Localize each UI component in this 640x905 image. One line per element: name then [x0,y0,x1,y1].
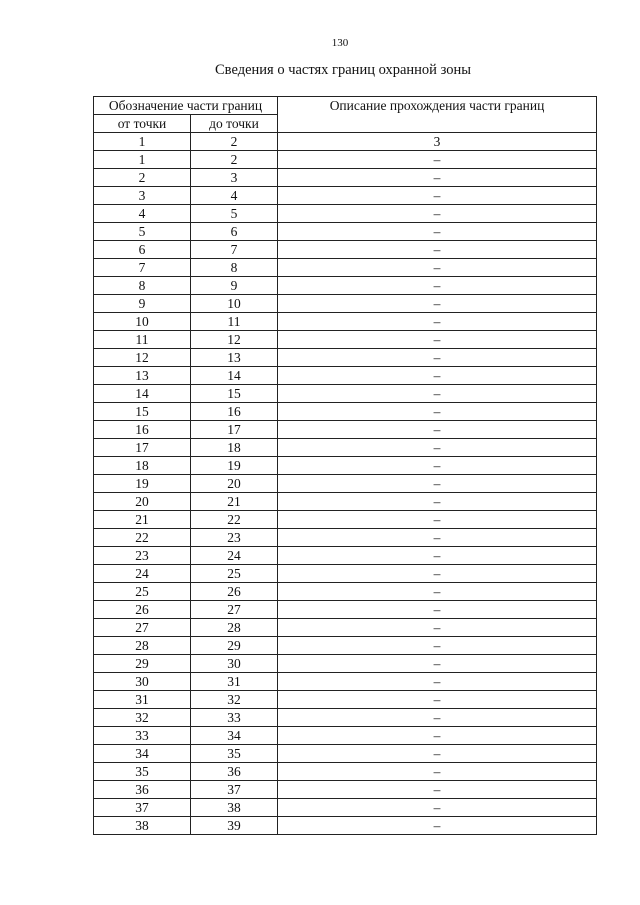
table-row [94,421,597,439]
description-cell: – [278,385,597,403]
table-row [94,637,597,655]
from-point-cell: 30 [94,673,191,691]
description-cell: – [278,349,597,367]
from-point-cell: 4 [94,205,191,223]
from-point-cell: 34 [94,745,191,763]
from-point-cell: 10 [94,313,191,331]
table-row [94,511,597,529]
table-row [94,169,597,187]
to-point-cell: 37 [191,781,278,799]
from-point-cell: 25 [94,583,191,601]
to-point-cell: 24 [191,547,278,565]
description-cell: – [278,565,597,583]
from-point-cell: 7 [94,259,191,277]
description-cell: – [278,673,597,691]
table-row [94,457,597,475]
to-point-cell: 20 [191,475,278,493]
description-cell: – [278,169,597,187]
description-header: Описание прохождения части границ [278,97,597,133]
table-row [94,619,597,637]
from-point-cell: 26 [94,601,191,619]
to-point-cell: 14 [191,367,278,385]
description-cell: – [278,367,597,385]
table-row [94,763,597,781]
description-cell: – [278,727,597,745]
description-cell: – [278,313,597,331]
from-point-cell: 9 [94,295,191,313]
table-row [94,547,597,565]
table-row [94,187,597,205]
description-cell: – [278,457,597,475]
table-row [94,529,597,547]
from-point-cell: 31 [94,691,191,709]
to-point-cell: 5 [191,205,278,223]
from-point-cell: 37 [94,799,191,817]
to-point-cell: 12 [191,331,278,349]
to-point-cell: 9 [191,277,278,295]
table-row [94,367,597,385]
from-point-cell: 16 [94,421,191,439]
description-cell: – [278,475,597,493]
table-header [94,97,597,133]
to-point-cell: 31 [191,673,278,691]
to-point-cell: 13 [191,349,278,367]
to-point-cell: 39 [191,817,278,835]
column-number-row [94,133,597,151]
table-row [94,565,597,583]
description-cell: – [278,547,597,565]
document-title: Сведения о частях границ охранной зоны [215,62,471,78]
to-point-cell: 34 [191,727,278,745]
description-cell: – [278,511,597,529]
to-point-cell: 29 [191,637,278,655]
table-row [94,205,597,223]
table-row [94,709,597,727]
table-row [94,331,597,349]
description-cell: – [278,493,597,511]
description-cell: – [278,637,597,655]
from-point-cell: 19 [94,475,191,493]
to-point-cell: 35 [191,745,278,763]
table-row [94,727,597,745]
to-point-cell: 6 [191,223,278,241]
table-row [94,583,597,601]
table-row [94,277,597,295]
to-point-cell: 27 [191,601,278,619]
description-cell: – [278,277,597,295]
description-cell: – [278,583,597,601]
from-point-cell: 2 [94,169,191,187]
table-row [94,673,597,691]
from-point-cell: 11 [94,331,191,349]
to-point-cell: 25 [191,565,278,583]
from-point-cell: 13 [94,367,191,385]
table-row [94,799,597,817]
from-point-cell: 3 [94,187,191,205]
table-row [94,403,597,421]
to-point-cell: 17 [191,421,278,439]
description-cell: – [278,745,597,763]
page-number: 130 [331,37,349,49]
to-point-cell: 22 [191,511,278,529]
description-cell: – [278,151,597,169]
from-point-cell: 6 [94,241,191,259]
from-point-cell: 15 [94,403,191,421]
to-point-cell: 33 [191,709,278,727]
column-number: 3 [278,133,597,151]
description-cell: – [278,421,597,439]
table-row [94,241,597,259]
to-point-cell: 16 [191,403,278,421]
description-cell: – [278,241,597,259]
table-row [94,259,597,277]
to-point-cell: 2 [191,151,278,169]
column-number: 1 [94,133,191,151]
to-point-cell: 11 [191,313,278,331]
to-point-cell: 36 [191,763,278,781]
to-point-cell: 32 [191,691,278,709]
to-point-cell: 4 [191,187,278,205]
description-cell: – [278,709,597,727]
description-cell: – [278,223,597,241]
from-point-cell: 29 [94,655,191,673]
from-point-cell: 33 [94,727,191,745]
from-point-cell: 35 [94,763,191,781]
from-point-header: от точки [94,115,191,133]
to-point-cell: 28 [191,619,278,637]
to-point-cell: 7 [191,241,278,259]
description-cell: – [278,439,597,457]
description-cell: – [278,619,597,637]
part-designation-header: Обозначение части границ [94,97,278,115]
description-cell: – [278,763,597,781]
table-row [94,493,597,511]
description-cell: – [278,781,597,799]
description-cell: – [278,655,597,673]
from-point-cell: 32 [94,709,191,727]
description-cell: – [278,691,597,709]
to-point-cell: 21 [191,493,278,511]
table-row [94,313,597,331]
table-row [94,295,597,313]
from-point-cell: 22 [94,529,191,547]
from-point-cell: 1 [94,151,191,169]
table-row [94,475,597,493]
description-cell: – [278,529,597,547]
from-point-cell: 20 [94,493,191,511]
from-point-cell: 8 [94,277,191,295]
to-point-cell: 26 [191,583,278,601]
to-point-cell: 8 [191,259,278,277]
description-cell: – [278,601,597,619]
boundary-parts-table [93,96,597,835]
to-point-cell: 38 [191,799,278,817]
description-cell: – [278,205,597,223]
table-row [94,151,597,169]
table-row [94,439,597,457]
table-row [94,655,597,673]
to-point-cell: 3 [191,169,278,187]
table-row [94,223,597,241]
from-point-cell: 38 [94,817,191,835]
description-cell: – [278,259,597,277]
from-point-cell: 21 [94,511,191,529]
table-row [94,817,597,835]
from-point-cell: 18 [94,457,191,475]
to-point-header: до точки [191,115,278,133]
to-point-cell: 15 [191,385,278,403]
column-number: 2 [191,133,278,151]
description-cell: – [278,403,597,421]
from-point-cell: 12 [94,349,191,367]
table-body [94,133,597,835]
to-point-cell: 30 [191,655,278,673]
to-point-cell: 18 [191,439,278,457]
from-point-cell: 27 [94,619,191,637]
description-cell: – [278,331,597,349]
description-cell: – [278,817,597,835]
to-point-cell: 10 [191,295,278,313]
description-cell: – [278,187,597,205]
from-point-cell: 23 [94,547,191,565]
from-point-cell: 17 [94,439,191,457]
table-row [94,745,597,763]
table-row [94,385,597,403]
from-point-cell: 5 [94,223,191,241]
from-point-cell: 14 [94,385,191,403]
description-cell: – [278,799,597,817]
from-point-cell: 24 [94,565,191,583]
from-point-cell: 28 [94,637,191,655]
description-cell: – [278,295,597,313]
table-row [94,601,597,619]
from-point-cell: 36 [94,781,191,799]
to-point-cell: 23 [191,529,278,547]
table-row [94,781,597,799]
to-point-cell: 19 [191,457,278,475]
table-row [94,349,597,367]
table-row [94,691,597,709]
